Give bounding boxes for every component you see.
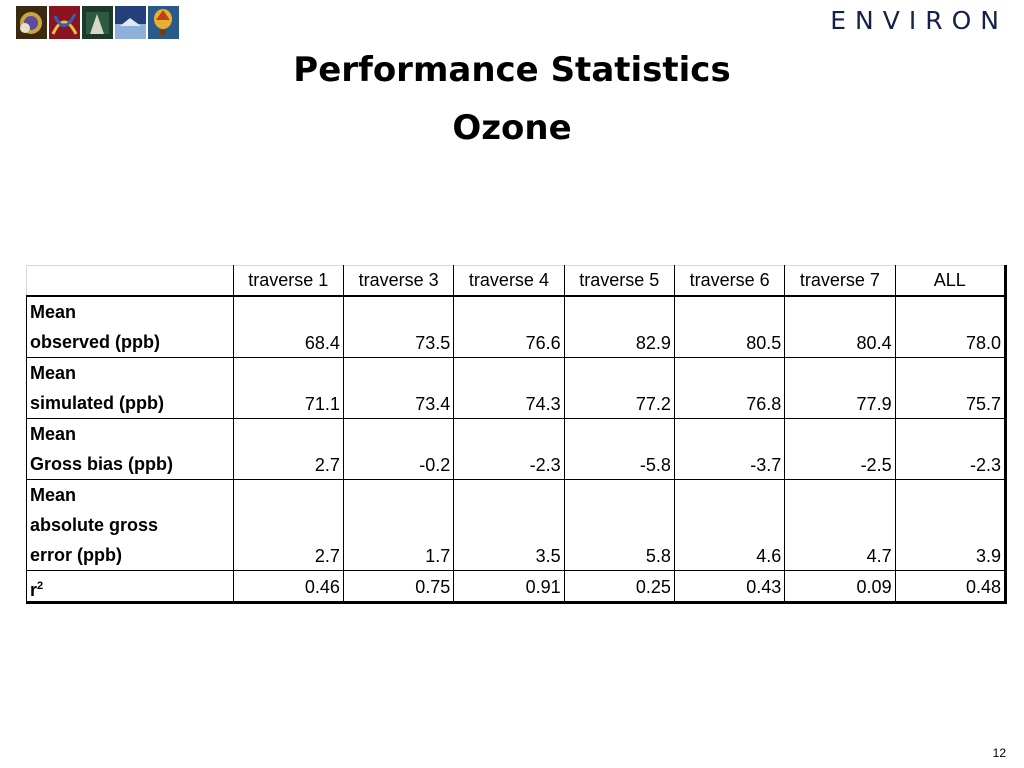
table-cell: 71.1 [233, 357, 343, 418]
table-cell: 0.91 [454, 570, 564, 602]
row-label-line: absolute gross [30, 514, 159, 535]
table-cell: 0.25 [564, 570, 674, 602]
table-cell: 68.4 [233, 296, 343, 358]
table-cell: 78.0 [895, 296, 1005, 358]
page-number: 12 [992, 746, 1006, 760]
row-label-line: Mean [30, 362, 77, 383]
performance-statistics-table [26, 265, 1007, 604]
r-squared-superscript: 2 [37, 579, 44, 592]
table-cell: -2.3 [895, 418, 1005, 479]
table-cell: 0.46 [233, 570, 343, 602]
table-cell: 75.7 [895, 357, 1005, 418]
row-label [27, 357, 234, 418]
table-cell: 4.6 [674, 479, 784, 570]
table-cell: 80.5 [674, 296, 784, 358]
table-cell: -0.2 [343, 418, 453, 479]
table-cell: 73.4 [343, 357, 453, 418]
table-row [27, 357, 1006, 418]
table-cell: 73.5 [343, 296, 453, 358]
environ-logo: ENVIRON [830, 6, 1008, 35]
row-label-line: Mean [30, 484, 77, 505]
table-row [27, 570, 1006, 602]
photo-thumbnail-5 [148, 6, 179, 39]
photo-thumbnail-1 [16, 6, 47, 39]
column-header: traverse 3 [343, 266, 453, 296]
table-row [27, 296, 1006, 358]
row-label [27, 296, 234, 358]
row-label-line: observed (ppb) [30, 331, 161, 352]
column-header: traverse 4 [454, 266, 564, 296]
column-header: traverse 1 [233, 266, 343, 296]
row-label-r-squared [27, 570, 234, 602]
table-cell: 80.4 [785, 296, 895, 358]
table-cell: 0.75 [343, 570, 453, 602]
row-label-line: simulated (ppb) [30, 392, 164, 413]
table-cell: 76.6 [454, 296, 564, 358]
table-row [27, 418, 1006, 479]
table-cell: 2.7 [233, 479, 343, 570]
table-cell: 76.8 [674, 357, 784, 418]
row-label-line [30, 571, 230, 601]
table-cell: 82.9 [564, 296, 674, 358]
table-header-corner [27, 266, 234, 296]
row-label-line: Mean [30, 423, 77, 444]
column-header: traverse 7 [785, 266, 895, 296]
table-header-row [27, 266, 1006, 296]
table-cell: 0.43 [674, 570, 784, 602]
slide-title: Performance Statistics [293, 50, 731, 90]
table-cell: -3.7 [674, 418, 784, 479]
row-label-line: Gross bias (ppb) [30, 453, 174, 474]
table-cell: 3.9 [895, 479, 1005, 570]
photo-thumbnail-3 [82, 6, 113, 39]
table-cell: -5.8 [564, 418, 674, 479]
table-cell: 0.48 [895, 570, 1005, 602]
photo-thumbnail-4 [115, 6, 146, 39]
slide-subtitle: Ozone [452, 108, 572, 148]
table-cell: 77.9 [785, 357, 895, 418]
column-header: traverse 5 [564, 266, 674, 296]
table-cell: 5.8 [564, 479, 674, 570]
table-cell: 77.2 [564, 357, 674, 418]
table-cell: -2.3 [454, 418, 564, 479]
table-cell: 1.7 [343, 479, 453, 570]
row-label [27, 479, 234, 570]
row-label-line: error (ppb) [30, 544, 122, 565]
column-header: traverse 6 [674, 266, 784, 296]
header-thumbnail-strip [16, 6, 179, 39]
r-squared-base: r [30, 579, 38, 600]
photo-thumbnail-2 [49, 6, 80, 39]
table-cell: -2.5 [785, 418, 895, 479]
row-label-line: Mean [30, 301, 77, 322]
table-cell: 0.09 [785, 570, 895, 602]
table-cell: 3.5 [454, 479, 564, 570]
table-cell: 74.3 [454, 357, 564, 418]
table-row [27, 479, 1006, 570]
table-cell: 2.7 [233, 418, 343, 479]
column-header: ALL [895, 266, 1005, 296]
row-label [27, 418, 234, 479]
table-cell: 4.7 [785, 479, 895, 570]
